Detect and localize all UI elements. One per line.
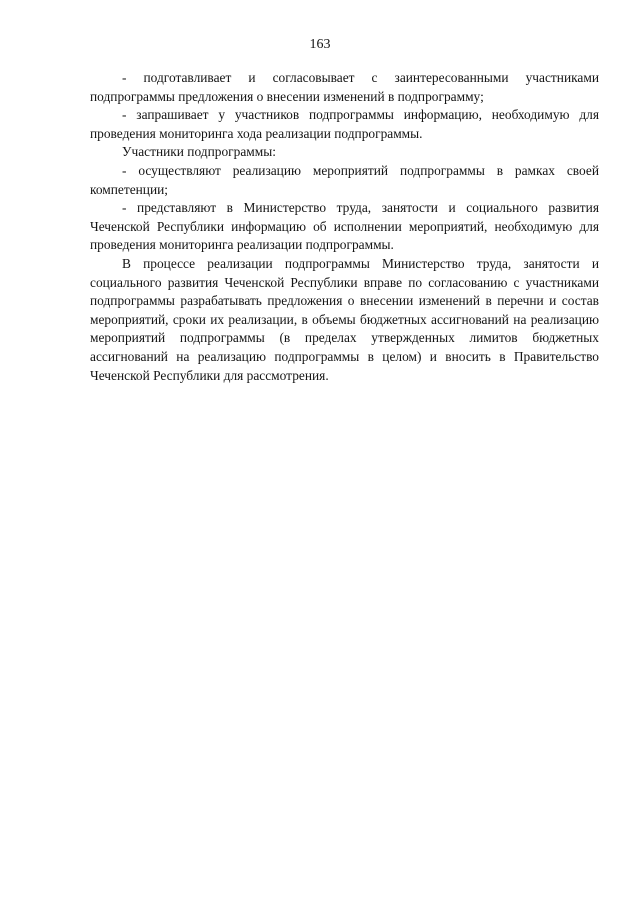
page-number: 163: [309, 37, 331, 52]
paragraph-implementation-process: В процессе реализации подпрограммы Министерство труда, занятости и социального развития Чеченской Республики вправе по согласованию с участниками подпрограммы разрабатывать предложения о внесении изменений в перечни и состав мероприятий, сроки их реализации, в объемы бюджетных ассигнований на реализацию мероприятий подпрограммы (в пределах утвержденных лимитов бюджетных ассигнований на реализацию подпрограммы в целом) и вносить в Правительство Чеченской Республики для рассмотрения.: [90, 255, 599, 383]
document-body: [90, 69, 599, 385]
paragraph-submit-information: - представляют в Министерство труда, занятости и социального развития Чеченской Республики информацию об исполнении мероприятий, необходимую для проведения мониторинга реализации подпрограммы.: [90, 200, 599, 253]
paragraph-implement-activities: - осуществляют реализацию мероприятий подпрограммы в рамках своей компетенции;: [90, 162, 599, 197]
paragraph-participants-heading: Участники подпрограммы:: [122, 144, 276, 160]
paragraph-request-information: - запрашивает у участников подпрограммы информацию, необходимую для проведения мониторинга хода реализации подпрограммы.: [90, 107, 599, 141]
paragraph-prepare-proposals: - подготавливает и согласовывает с заинтересованными участниками подпрограммы предложения о внесении изменений в подпрограмму;: [90, 70, 599, 104]
